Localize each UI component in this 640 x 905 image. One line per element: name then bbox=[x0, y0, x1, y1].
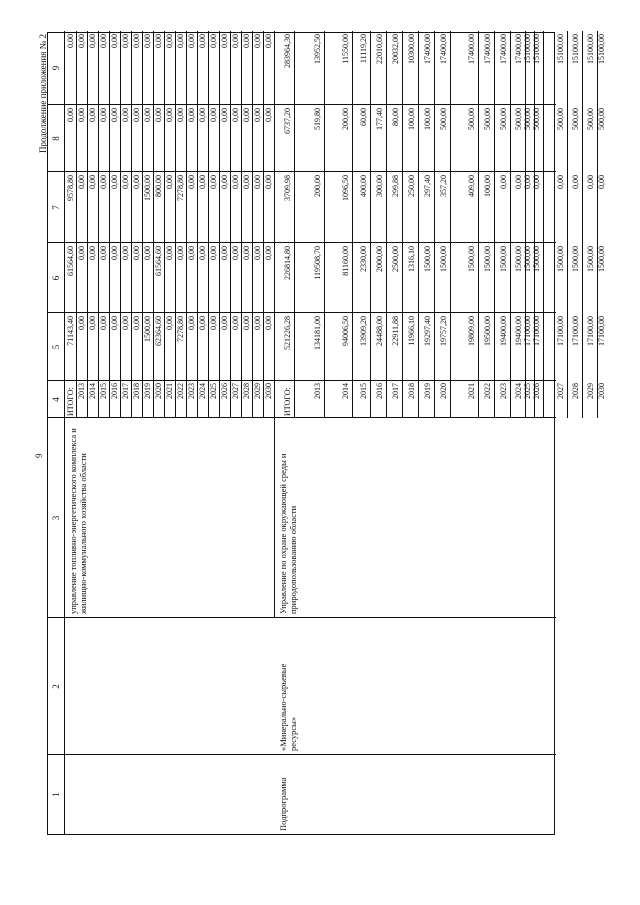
cell-c8: 0,00 bbox=[220, 108, 229, 122]
cell-c5: 0,00 bbox=[231, 316, 240, 330]
row-year-label: 2017 bbox=[121, 383, 130, 399]
cell-c7: 297,40 bbox=[423, 175, 432, 197]
cell-c7: 0,00 bbox=[77, 175, 86, 189]
cell-c5: 0,00 bbox=[77, 316, 86, 330]
cell-c8: 0,00 bbox=[77, 108, 86, 122]
cell-c6: 1500,00 bbox=[514, 246, 523, 272]
row-year-label: 2018 bbox=[407, 383, 416, 399]
cell-c5: 0,00 bbox=[121, 316, 130, 330]
col-number-8: 8 bbox=[51, 136, 61, 141]
row-year-label: 2029 bbox=[586, 383, 595, 399]
row-year-label: 2021 bbox=[165, 383, 174, 399]
cell-c8: 200,00 bbox=[341, 108, 350, 130]
row-year-label: 2022 bbox=[483, 383, 492, 399]
col-divider bbox=[48, 104, 556, 105]
cell-c7: 0,00 bbox=[586, 175, 595, 189]
cell-c9: 22010,60 bbox=[375, 34, 384, 64]
cell-c7: 0,00 bbox=[499, 175, 508, 189]
row-year-label: 2022 bbox=[176, 383, 185, 399]
col-divider bbox=[48, 171, 556, 172]
cell-c8: 500,00 bbox=[586, 108, 595, 130]
cell-c6: 0,00 bbox=[110, 246, 119, 260]
cell-c9: 0,00 bbox=[209, 34, 218, 48]
section-divider bbox=[274, 31, 275, 618]
cell-c5: 24488,00 bbox=[375, 316, 384, 346]
row-divider bbox=[494, 31, 495, 418]
cell-c9: 0,00 bbox=[154, 34, 163, 48]
row-year-label: 2013 bbox=[77, 383, 86, 399]
cell-c5: 134181,00 bbox=[313, 316, 322, 350]
cell-c5: 0,00 bbox=[99, 316, 108, 330]
row-year-label: 2027 bbox=[556, 383, 565, 399]
cell-c8: 0,00 bbox=[132, 108, 141, 122]
cell-c8: 500,00 bbox=[439, 108, 448, 130]
cell-c6: 1500,00 bbox=[439, 246, 448, 272]
cell-c9: 15100,00 bbox=[586, 34, 595, 64]
cell-c6: 1500,00 bbox=[467, 246, 476, 272]
cell-c7: 200,00 bbox=[313, 175, 322, 197]
row-divider bbox=[294, 31, 295, 418]
cell-c5: 0,00 bbox=[209, 316, 218, 330]
row-year-label: 2021 bbox=[467, 383, 476, 399]
cell-c5: 19400,00 bbox=[514, 316, 523, 346]
cell-c8: 80,00 bbox=[391, 108, 400, 126]
cell-c6: 1500,00 bbox=[523, 246, 532, 272]
col-number-4: 4 bbox=[51, 397, 61, 402]
row-year-label: 2018 bbox=[132, 383, 141, 399]
cell-c7: 0,00 bbox=[121, 175, 130, 189]
cell-c9: 0,00 bbox=[143, 34, 152, 48]
cell-c9: 15100,00 bbox=[597, 34, 606, 64]
cell-c7: 0,00 bbox=[198, 175, 207, 189]
row-year-label: 2016 bbox=[375, 383, 384, 399]
col-divider bbox=[48, 380, 556, 381]
cell-c6: 0,00 bbox=[176, 246, 185, 260]
cell-c6: 61564,60 bbox=[154, 246, 163, 276]
cell-c7: 0,00 bbox=[187, 175, 196, 189]
cell-c9: 17400,00 bbox=[499, 34, 508, 64]
cell-c8: 500,00 bbox=[597, 108, 606, 130]
cell-c7: 299,88 bbox=[391, 175, 400, 197]
cell-c6: 0,00 bbox=[88, 246, 97, 260]
cell-c9: 15100,00 bbox=[523, 34, 532, 64]
cell-c6: 1500,00 bbox=[571, 246, 580, 272]
row-year-label: 2019 bbox=[423, 383, 432, 399]
cell-c6: 0,00 bbox=[209, 246, 218, 260]
cell-c8: 0,00 bbox=[187, 108, 196, 122]
row-year-label: 2015 bbox=[359, 383, 368, 399]
cell-c9: 0,00 bbox=[220, 34, 229, 48]
cell-c5: 17100,00 bbox=[571, 316, 580, 346]
cell-c5: 0,00 bbox=[242, 316, 251, 330]
cell-c6: 81160,00 bbox=[341, 246, 350, 276]
row-year-label: 2024 bbox=[198, 383, 207, 399]
cell-c9: 0,00 bbox=[88, 34, 97, 48]
cell-c7: 1096,50 bbox=[341, 175, 350, 201]
cell-c9: 0,00 bbox=[77, 34, 86, 48]
cell-c5: 0,00 bbox=[253, 316, 262, 330]
cell-c5: 94006,50 bbox=[341, 316, 350, 346]
cell-c8: 500,00 bbox=[467, 108, 476, 130]
budget-table bbox=[47, 32, 606, 835]
cell-c5: 22911,88 bbox=[391, 316, 400, 346]
cell-c9: 10300,00 bbox=[407, 34, 416, 64]
cell-c9: 17400,00 bbox=[483, 34, 492, 64]
cell-c9: 0,00 bbox=[242, 34, 251, 48]
col-number-9: 9 bbox=[51, 65, 61, 71]
cell-c9: 0,00 bbox=[66, 34, 75, 48]
cell-c9: 17400,00 bbox=[423, 34, 432, 64]
section2-name: «Минерально-сырьевые ресурсы» bbox=[278, 663, 298, 751]
cell-c9: 0,00 bbox=[264, 34, 273, 48]
cell-c5: 13909,20 bbox=[359, 316, 368, 346]
cell-c8: 500,00 bbox=[532, 108, 541, 130]
cell-c5: 19809,00 bbox=[467, 316, 476, 346]
row-year-label: 2014 bbox=[88, 383, 97, 399]
row-divider bbox=[510, 31, 511, 418]
cell-c8: 0,00 bbox=[242, 108, 251, 122]
row-year-label: 2027 bbox=[231, 383, 240, 399]
cell-c5: 0,00 bbox=[220, 316, 229, 330]
cell-c9: 0,00 bbox=[110, 34, 119, 48]
row-divider bbox=[418, 31, 419, 418]
cell-c7: 0,00 bbox=[209, 175, 218, 189]
cell-c7: 3709,98 bbox=[283, 175, 292, 201]
cell-c5: 19757,20 bbox=[439, 316, 448, 346]
cell-c8: 500,00 bbox=[514, 108, 523, 130]
cell-c7: 0,00 bbox=[532, 175, 541, 189]
cell-c7: 0,00 bbox=[556, 175, 565, 189]
cell-c8: 500,00 bbox=[523, 108, 532, 130]
cell-c5: 0,00 bbox=[187, 316, 196, 330]
row-year-label: 2014 bbox=[341, 383, 350, 399]
cell-c7: 0,00 bbox=[132, 175, 141, 189]
row-year-label: 2024 bbox=[514, 383, 523, 399]
cell-c7: 300,00 bbox=[375, 175, 384, 197]
cell-c5: 11966,10 bbox=[407, 316, 416, 346]
cell-c9: 283964,30 bbox=[283, 34, 292, 68]
cell-c6: 1500,00 bbox=[556, 246, 565, 272]
cell-c6: 1500,00 bbox=[499, 246, 508, 272]
cell-c6: 0,00 bbox=[143, 246, 152, 260]
cell-c9: 20032,00 bbox=[391, 34, 400, 64]
cell-c7: 0,00 bbox=[231, 175, 240, 189]
row-year-label: 2016 bbox=[110, 383, 119, 399]
cell-c5: 71143,40 bbox=[66, 316, 75, 346]
cell-c8: 0,00 bbox=[198, 108, 207, 122]
cell-c6: 0,00 bbox=[187, 246, 196, 260]
cell-c5: 0,00 bbox=[132, 316, 141, 330]
cell-c8: 0,00 bbox=[253, 108, 262, 122]
cell-c8: 0,00 bbox=[154, 108, 163, 122]
row-divider bbox=[386, 31, 387, 418]
cell-c5: 17100,00 bbox=[523, 316, 532, 346]
row-year-label: 2017 bbox=[391, 383, 400, 399]
cell-c8: 0,00 bbox=[99, 108, 108, 122]
cell-c5: 0,00 bbox=[110, 316, 119, 330]
cell-c6: 2330,00 bbox=[359, 246, 368, 272]
cell-c9: 17400,00 bbox=[514, 34, 523, 64]
header-divider bbox=[64, 31, 65, 834]
cell-c8: 0,00 bbox=[88, 108, 97, 122]
cell-c7: 1500,00 bbox=[143, 175, 152, 201]
cell-c5: 0,00 bbox=[88, 316, 97, 330]
cell-c8: 100,00 bbox=[407, 108, 416, 130]
row-year-label: ИТОГО: bbox=[66, 387, 75, 416]
col-number-1: 1 bbox=[51, 792, 61, 797]
row-year-label: 2020 bbox=[439, 383, 448, 399]
cell-c9: 0,00 bbox=[176, 34, 185, 48]
cell-c9: 0,00 bbox=[165, 34, 174, 48]
cell-c5: 17100,00 bbox=[586, 316, 595, 346]
cell-c7: 800,00 bbox=[154, 175, 163, 197]
section2-executor: Управление по охране окружающей среды и природопользованию области bbox=[278, 453, 298, 614]
col-divider bbox=[48, 242, 556, 243]
cell-c5: 521226,28 bbox=[283, 316, 292, 350]
cell-c7: 0,00 bbox=[264, 175, 273, 189]
cell-c5: 17100,00 bbox=[556, 316, 565, 346]
row-year-label: 2030 bbox=[264, 383, 273, 399]
page-number: 9 bbox=[34, 453, 44, 458]
cell-c8: 0,00 bbox=[209, 108, 218, 122]
cell-c6: 226814,80 bbox=[283, 246, 292, 280]
cell-c8: 0,00 bbox=[121, 108, 130, 122]
cell-c6: 2500,00 bbox=[391, 246, 400, 272]
row-year-label: 2019 bbox=[143, 383, 152, 399]
section1-executor: управление топливно-энергетического комплекса и жилищно-коммунального хозяйства области bbox=[68, 428, 88, 614]
cell-c7: 0,00 bbox=[220, 175, 229, 189]
cell-c8: 519,80 bbox=[313, 108, 322, 130]
cell-c6: 0,00 bbox=[165, 246, 174, 260]
row-divider bbox=[450, 31, 451, 418]
col-number-6: 6 bbox=[51, 275, 61, 281]
cell-c8: 0,00 bbox=[264, 108, 273, 122]
cell-c8: 0,00 bbox=[176, 108, 185, 122]
cell-c7: 9578,80 bbox=[66, 175, 75, 201]
col-number-7: 7 bbox=[51, 205, 61, 210]
cell-c9: 0,00 bbox=[99, 34, 108, 48]
row-divider bbox=[324, 31, 325, 418]
cell-c6: 0,00 bbox=[132, 246, 141, 260]
cell-c6: 61564,60 bbox=[66, 246, 75, 276]
col-divider bbox=[48, 312, 556, 313]
cell-c7: 0,00 bbox=[514, 175, 523, 189]
cell-c7: 409,00 bbox=[467, 175, 476, 197]
col-divider bbox=[48, 417, 556, 418]
cell-c6: 0,00 bbox=[99, 246, 108, 260]
cell-c8: 0,00 bbox=[165, 108, 174, 122]
cell-c9: 11119,20 bbox=[359, 34, 368, 64]
cell-c7: 250,00 bbox=[407, 175, 416, 197]
cell-c6: 119508,70 bbox=[313, 246, 322, 280]
cell-c9: 15100,00 bbox=[556, 34, 565, 64]
col-number-2: 2 bbox=[51, 684, 61, 689]
cell-c6: 1500,00 bbox=[483, 246, 492, 272]
cell-c8: 0,00 bbox=[110, 108, 119, 122]
cell-c7: 400,00 bbox=[359, 175, 368, 197]
cell-c6: 1500,00 bbox=[423, 246, 432, 272]
row-year-label: 2023 bbox=[499, 383, 508, 399]
cell-c8: 6737,20 bbox=[283, 108, 292, 134]
cell-c7: 100,00 bbox=[483, 175, 492, 197]
cell-c9: 17400,00 bbox=[467, 34, 476, 64]
cell-c9: 0,00 bbox=[253, 34, 262, 48]
row-divider bbox=[352, 31, 353, 418]
cell-c7: 0,00 bbox=[253, 175, 262, 189]
cell-c8: 0,00 bbox=[66, 108, 75, 122]
row-year-label: 2029 bbox=[253, 383, 262, 399]
cell-c6: 1500,00 bbox=[532, 246, 541, 272]
row-year-label: 2028 bbox=[571, 383, 580, 399]
cell-c7: 0,00 bbox=[597, 175, 606, 189]
cell-c5: 19297,40 bbox=[423, 316, 432, 346]
cell-c9: 17400,00 bbox=[439, 34, 448, 64]
cell-c9: 0,00 bbox=[231, 34, 240, 48]
cell-c9: 13952,50 bbox=[313, 34, 322, 64]
cell-c6: 0,00 bbox=[242, 246, 251, 260]
cell-c6: 1500,00 bbox=[586, 246, 595, 272]
cell-c9: 15100,00 bbox=[571, 34, 580, 64]
cell-c6: 0,00 bbox=[231, 246, 240, 260]
row-year-label: 2026 bbox=[220, 383, 229, 399]
cell-c6: 0,00 bbox=[77, 246, 86, 260]
cell-c5: 0,00 bbox=[264, 316, 273, 330]
cell-c8: 60,00 bbox=[359, 108, 368, 126]
cell-c5: 17100,00 bbox=[532, 316, 541, 346]
cell-c6: 0,00 bbox=[121, 246, 130, 260]
row-year-label: 2025 bbox=[523, 383, 532, 399]
row-divider bbox=[434, 31, 435, 418]
row-year-label: 2028 bbox=[242, 383, 251, 399]
row-divider bbox=[478, 31, 479, 418]
cell-c9: 0,00 bbox=[121, 34, 130, 48]
cell-c6: 1316,10 bbox=[407, 246, 416, 272]
cell-c9: 0,00 bbox=[187, 34, 196, 48]
col-number-5: 5 bbox=[51, 344, 61, 350]
cell-c7: 0,00 bbox=[99, 175, 108, 189]
cell-c5: 0,00 bbox=[198, 316, 207, 330]
row-divider bbox=[582, 31, 583, 418]
cell-c6: 0,00 bbox=[220, 246, 229, 260]
cell-c7: 0,00 bbox=[242, 175, 251, 189]
cell-c8: 0,00 bbox=[231, 108, 240, 122]
cell-c6: 2000,00 bbox=[375, 246, 384, 272]
cell-c7: 0,00 bbox=[88, 175, 97, 189]
appendix-label: Продолжение приложения № 2 bbox=[38, 33, 48, 153]
cell-c5: 17100,00 bbox=[597, 316, 606, 346]
cell-c7: 0,00 bbox=[165, 175, 174, 189]
row-divider bbox=[543, 31, 544, 418]
cell-c8: 177,40 bbox=[375, 108, 384, 130]
col-divider bbox=[48, 754, 556, 755]
cell-c5: 62364,60 bbox=[154, 316, 163, 346]
col-divider bbox=[48, 617, 556, 618]
row-year-label: 2026 bbox=[532, 383, 541, 399]
cell-c5: 19400,00 bbox=[499, 316, 508, 346]
row-year-label: 2013 bbox=[313, 383, 322, 399]
cell-c8: 500,00 bbox=[499, 108, 508, 130]
row-year-label: 2030 bbox=[597, 383, 606, 399]
cell-c5: 0,00 bbox=[165, 316, 174, 330]
cell-c7: 7278,80 bbox=[176, 175, 185, 201]
cell-c8: 100,00 bbox=[423, 108, 432, 130]
cell-c9: 15100,00 bbox=[532, 34, 541, 64]
cell-c7: 0,00 bbox=[110, 175, 119, 189]
row-divider bbox=[567, 31, 568, 418]
cell-c6: 1500,00 bbox=[597, 246, 606, 272]
cell-c7: 357,20 bbox=[439, 175, 448, 197]
cell-c8: 500,00 bbox=[571, 108, 580, 130]
row-year-label: 2020 bbox=[154, 383, 163, 399]
cell-c9: 11550,00 bbox=[341, 34, 350, 64]
row-year-label: 2023 bbox=[187, 383, 196, 399]
row-year-label: ИТОГО: bbox=[283, 387, 292, 416]
row-divider bbox=[402, 31, 403, 418]
cell-c8: 500,00 bbox=[556, 108, 565, 130]
row-year-label: 2025 bbox=[209, 383, 218, 399]
cell-c6: 0,00 bbox=[264, 246, 273, 260]
cell-c6: 0,00 bbox=[253, 246, 262, 260]
cell-c5: 7278,80 bbox=[176, 316, 185, 342]
cell-c9: 0,00 bbox=[198, 34, 207, 48]
cell-c5: 19500,00 bbox=[483, 316, 492, 346]
cell-c6: 0,00 bbox=[198, 246, 207, 260]
cell-c8: 500,00 bbox=[483, 108, 492, 130]
cell-c5: 1500,00 bbox=[143, 316, 152, 342]
cell-c7: 0,00 bbox=[523, 175, 532, 189]
row-divider bbox=[370, 31, 371, 418]
cell-c8: 0,00 bbox=[143, 108, 152, 122]
col-number-3: 3 bbox=[51, 515, 61, 521]
cell-c9: 0,00 bbox=[132, 34, 141, 48]
section2-type-label: Подпрограмма bbox=[278, 777, 288, 831]
row-year-label: 2015 bbox=[99, 383, 108, 399]
cell-c7: 0,00 bbox=[571, 175, 580, 189]
